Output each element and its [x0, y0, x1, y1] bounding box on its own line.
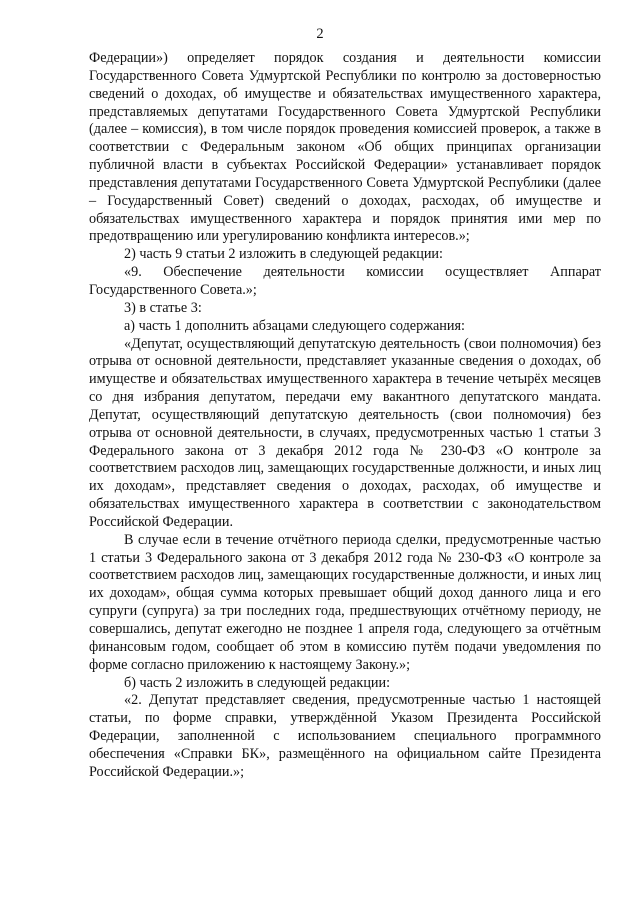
paragraph: «2. Депутат представляет сведения, предусмотренные частью 1 настоящей статьи, по форме справки, утверждённой Указом Президента Российской Федерации, заполненной с использованием специального программного обеспечения «Справки БК», размещённого на официальном сайте Президента Российской Федерации.»; [89, 692, 601, 780]
paragraph: 3) в статье 3: [124, 299, 202, 316]
paragraph: «9. Обеспечение деятельности комиссии осуществляет Аппарат Государственного Совета.»; [89, 264, 601, 298]
page-number: 2 [316, 26, 324, 42]
paragraph: 2) часть 9 статьи 2 изложить в следующей редакции: [124, 246, 443, 263]
paragraph: б) часть 2 изложить в следующей редакции: [124, 674, 391, 691]
paragraph: «Депутат, осуществляющий депутатскую деятельность (свои полномочия) без отрыва от основной деятельности, представляет указанные сведения о доходах, об имуществе и обязательствах имущественного характера в течение четырёх месяцев со дня избрания депутатом, передачи ему вакантного депутатского мандата. Депутат, осуществляющий депутатскую деятельность (свои полномочия) без отрыва от основной деятельности, в случаях, предусмотренных частью 1 статьи 3 Федерального закона от 3 декабря 2012 года № 230-ФЗ «О контроле за соответствием расходов лиц, замещающих государственные должности, и иных лиц их доходам», представляет сведения о доходах, расходах, об имуществе и обязательствах имущественного характера в соответствии с законодательством Российской Федерации. [89, 335, 601, 530]
paragraph: В случае если в течение отчётного периода сделки, предусмотренные частью 1 статьи 3 Федерального закона от 3 декабря 2012 года № 230-ФЗ «О контроле за соответствием расходов лиц, замещающих государственные должности, и иных лиц их доходам», общая сумма которых превышает общий доход данного лица и его супруги (супруга) за три последних года, предшествующих отчётному периоду, не совершались, депутат ежегодно не позднее 1 апреля года, следующего за отчётным финансовым годом, сообщает об этом в комиссию путём подачи уведомления по форме согласно приложению к настоящему Закону.»; [89, 531, 601, 673]
paragraph: Федерации») определяет порядок создания и деятельности комиссии Государственного Совета Удмуртской Республики по контролю за достоверностью сведений о доходах, об имуществе и обязательствах имущественного характера, представляемых депутатами Государственного Совета Удмуртской Республики (далее – комиссия), в том числе порядок проведения комиссией проверок, а также в соответствии с Федеральным законом «Об общих принципах организации публичной власти в субъектах Российской Федерации» устанавливает порядок представления депутатами Государственного Совета Удмуртской Республики (далее – Государственный Совет) сведений о доходах, расходах, об имуществе и обязательствах имущественного характера и порядок принятия ими мер по предотвращению или урегулированию конфликта интересов.»; [89, 50, 601, 245]
document-body [89, 50, 601, 782]
paragraph: а) часть 1 дополнить абзацами следующего содержания: [124, 317, 465, 334]
